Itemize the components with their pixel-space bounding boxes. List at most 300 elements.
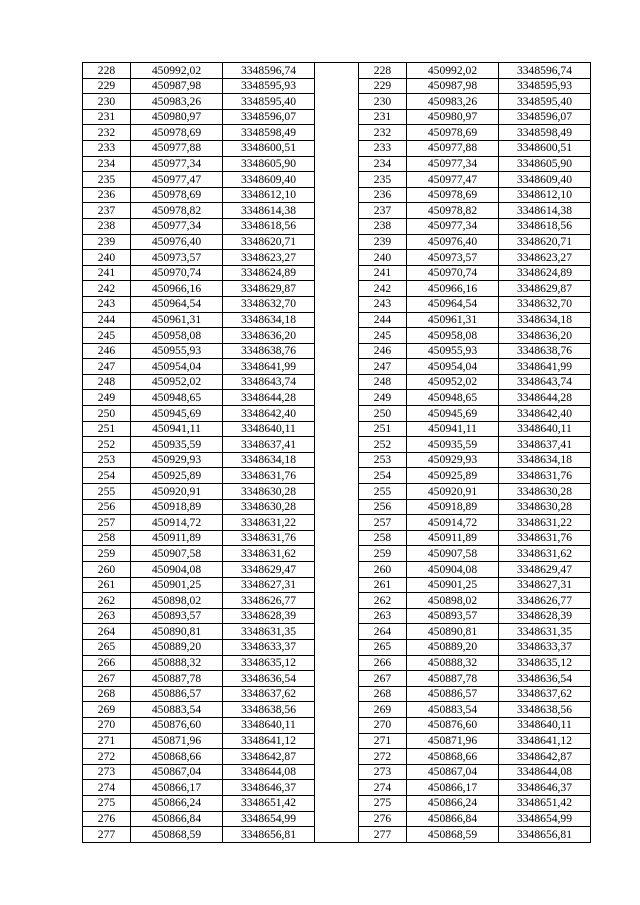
right-y-coordinate-cell: 3348628,39 <box>499 608 591 624</box>
right-y-coordinate-cell: 3348640,11 <box>499 717 591 733</box>
right-x-coordinate-cell: 450952,02 <box>407 374 499 390</box>
column-gap-cell <box>315 515 359 531</box>
right-x-coordinate-cell: 450911,89 <box>407 530 499 546</box>
left-point-number-cell: 231 <box>83 109 131 125</box>
right-x-coordinate-cell: 450954,04 <box>407 359 499 375</box>
right-x-coordinate-cell: 450866,24 <box>407 795 499 811</box>
right-x-coordinate-cell: 450977,47 <box>407 172 499 188</box>
left-point-number-cell: 234 <box>83 156 131 172</box>
left-x-coordinate-cell: 450977,47 <box>131 172 223 188</box>
right-x-coordinate-cell: 450868,66 <box>407 749 499 765</box>
right-x-coordinate-cell: 450890,81 <box>407 624 499 640</box>
column-gap-cell <box>315 530 359 546</box>
column-gap-cell <box>315 468 359 484</box>
column-gap-cell <box>315 717 359 733</box>
right-x-coordinate-cell: 450889,20 <box>407 639 499 655</box>
left-point-number-cell: 259 <box>83 546 131 562</box>
left-x-coordinate-cell: 450888,32 <box>131 655 223 671</box>
left-x-coordinate-cell: 450948,65 <box>131 390 223 406</box>
right-x-coordinate-cell: 450941,11 <box>407 421 499 437</box>
left-x-coordinate-cell: 450958,08 <box>131 328 223 344</box>
right-x-coordinate-cell: 450920,91 <box>407 484 499 500</box>
left-y-coordinate-cell: 3348644,28 <box>223 390 315 406</box>
table-row <box>83 702 591 718</box>
left-x-coordinate-cell: 450941,11 <box>131 421 223 437</box>
table-row <box>83 827 591 843</box>
right-point-number-cell: 238 <box>359 218 407 234</box>
table-row <box>83 452 591 468</box>
table-row <box>83 468 591 484</box>
left-x-coordinate-cell: 450868,59 <box>131 827 223 843</box>
left-y-coordinate-cell: 3348605,90 <box>223 156 315 172</box>
left-x-coordinate-cell: 450886,57 <box>131 686 223 702</box>
left-y-coordinate-cell: 3348614,38 <box>223 203 315 219</box>
left-y-coordinate-cell: 3348635,12 <box>223 655 315 671</box>
right-point-number-cell: 246 <box>359 343 407 359</box>
right-point-number-cell: 252 <box>359 437 407 453</box>
column-gap-cell <box>315 140 359 156</box>
left-point-number-cell: 228 <box>83 63 131 79</box>
left-x-coordinate-cell: 450976,40 <box>131 234 223 250</box>
right-x-coordinate-cell: 450876,60 <box>407 717 499 733</box>
right-x-coordinate-cell: 450948,65 <box>407 390 499 406</box>
right-x-coordinate-cell: 450958,08 <box>407 328 499 344</box>
table-row <box>83 250 591 266</box>
left-x-coordinate-cell: 450918,89 <box>131 499 223 515</box>
right-y-coordinate-cell: 3348636,54 <box>499 671 591 687</box>
left-y-coordinate-cell: 3348626,77 <box>223 593 315 609</box>
table-row <box>83 234 591 250</box>
column-gap-cell <box>315 312 359 328</box>
table-row <box>83 156 591 172</box>
column-gap-cell <box>315 484 359 500</box>
table-row <box>83 686 591 702</box>
right-y-coordinate-cell: 3348626,77 <box>499 593 591 609</box>
right-y-coordinate-cell: 3348641,99 <box>499 359 591 375</box>
left-point-number-cell: 276 <box>83 811 131 827</box>
left-point-number-cell: 261 <box>83 577 131 593</box>
column-gap-cell <box>315 234 359 250</box>
right-x-coordinate-cell: 450977,34 <box>407 218 499 234</box>
left-y-coordinate-cell: 3348641,99 <box>223 359 315 375</box>
right-y-coordinate-cell: 3348631,22 <box>499 515 591 531</box>
left-x-coordinate-cell: 450973,57 <box>131 250 223 266</box>
table-row <box>83 717 591 733</box>
right-point-number-cell: 240 <box>359 250 407 266</box>
left-y-coordinate-cell: 3348638,56 <box>223 702 315 718</box>
right-x-coordinate-cell: 450867,04 <box>407 764 499 780</box>
right-x-coordinate-cell: 450868,59 <box>407 827 499 843</box>
left-point-number-cell: 268 <box>83 686 131 702</box>
left-y-coordinate-cell: 3348638,76 <box>223 343 315 359</box>
column-gap-cell <box>315 764 359 780</box>
right-x-coordinate-cell: 450955,93 <box>407 343 499 359</box>
right-point-number-cell: 263 <box>359 608 407 624</box>
table-row <box>83 593 591 609</box>
table-row <box>83 140 591 156</box>
left-x-coordinate-cell: 450954,04 <box>131 359 223 375</box>
left-x-coordinate-cell: 450945,69 <box>131 406 223 422</box>
left-x-coordinate-cell: 450876,60 <box>131 717 223 733</box>
right-y-coordinate-cell: 3348631,62 <box>499 546 591 562</box>
right-x-coordinate-cell: 450914,72 <box>407 515 499 531</box>
left-y-coordinate-cell: 3348654,99 <box>223 811 315 827</box>
column-gap-cell <box>315 795 359 811</box>
left-point-number-cell: 232 <box>83 125 131 141</box>
left-x-coordinate-cell: 450992,02 <box>131 63 223 79</box>
left-point-number-cell: 273 <box>83 764 131 780</box>
table-row <box>83 421 591 437</box>
left-point-number-cell: 243 <box>83 296 131 312</box>
table-row <box>83 437 591 453</box>
left-point-number-cell: 265 <box>83 639 131 655</box>
table-row <box>83 530 591 546</box>
left-point-number-cell: 253 <box>83 452 131 468</box>
column-gap-cell <box>315 749 359 765</box>
left-point-number-cell: 271 <box>83 733 131 749</box>
left-point-number-cell: 251 <box>83 421 131 437</box>
right-y-coordinate-cell: 3348644,08 <box>499 764 591 780</box>
right-y-coordinate-cell: 3348637,62 <box>499 686 591 702</box>
left-y-coordinate-cell: 3348642,40 <box>223 406 315 422</box>
coordinate-table <box>82 62 591 843</box>
left-y-coordinate-cell: 3348651,42 <box>223 795 315 811</box>
right-point-number-cell: 269 <box>359 702 407 718</box>
left-x-coordinate-cell: 450966,16 <box>131 281 223 297</box>
left-point-number-cell: 250 <box>83 406 131 422</box>
right-y-coordinate-cell: 3348631,35 <box>499 624 591 640</box>
left-point-number-cell: 260 <box>83 562 131 578</box>
right-point-number-cell: 275 <box>359 795 407 811</box>
table-row <box>83 608 591 624</box>
right-point-number-cell: 253 <box>359 452 407 468</box>
column-gap-cell <box>315 218 359 234</box>
left-y-coordinate-cell: 3348631,76 <box>223 468 315 484</box>
right-y-coordinate-cell: 3348635,12 <box>499 655 591 671</box>
left-y-coordinate-cell: 3348629,47 <box>223 562 315 578</box>
right-y-coordinate-cell: 3348654,99 <box>499 811 591 827</box>
right-point-number-cell: 235 <box>359 172 407 188</box>
left-point-number-cell: 229 <box>83 78 131 94</box>
right-point-number-cell: 243 <box>359 296 407 312</box>
right-x-coordinate-cell: 450983,26 <box>407 94 499 110</box>
left-x-coordinate-cell: 450987,98 <box>131 78 223 94</box>
right-y-coordinate-cell: 3348638,76 <box>499 343 591 359</box>
left-point-number-cell: 267 <box>83 671 131 687</box>
right-point-number-cell: 258 <box>359 530 407 546</box>
right-x-coordinate-cell: 450992,02 <box>407 63 499 79</box>
right-x-coordinate-cell: 450866,84 <box>407 811 499 827</box>
left-point-number-cell: 272 <box>83 749 131 765</box>
left-point-number-cell: 236 <box>83 187 131 203</box>
right-x-coordinate-cell: 450978,69 <box>407 125 499 141</box>
table-row <box>83 749 591 765</box>
left-x-coordinate-cell: 450893,57 <box>131 608 223 624</box>
column-gap-cell <box>315 733 359 749</box>
left-x-coordinate-cell: 450978,82 <box>131 203 223 219</box>
right-x-coordinate-cell: 450961,31 <box>407 312 499 328</box>
column-gap-cell <box>315 63 359 79</box>
right-y-coordinate-cell: 3348644,28 <box>499 390 591 406</box>
right-point-number-cell: 241 <box>359 265 407 281</box>
right-point-number-cell: 260 <box>359 562 407 578</box>
left-y-coordinate-cell: 3348642,87 <box>223 749 315 765</box>
right-y-coordinate-cell: 3348614,38 <box>499 203 591 219</box>
left-y-coordinate-cell: 3348630,28 <box>223 499 315 515</box>
right-point-number-cell: 254 <box>359 468 407 484</box>
right-point-number-cell: 267 <box>359 671 407 687</box>
table-row <box>83 639 591 655</box>
right-y-coordinate-cell: 3348605,90 <box>499 156 591 172</box>
right-point-number-cell: 270 <box>359 717 407 733</box>
right-point-number-cell: 230 <box>359 94 407 110</box>
column-gap-cell <box>315 374 359 390</box>
right-x-coordinate-cell: 450893,57 <box>407 608 499 624</box>
left-point-number-cell: 277 <box>83 827 131 843</box>
left-y-coordinate-cell: 3348656,81 <box>223 827 315 843</box>
left-point-number-cell: 269 <box>83 702 131 718</box>
table-row <box>83 546 591 562</box>
column-gap-cell <box>315 546 359 562</box>
left-point-number-cell: 244 <box>83 312 131 328</box>
left-x-coordinate-cell: 450868,66 <box>131 749 223 765</box>
left-y-coordinate-cell: 3348631,62 <box>223 546 315 562</box>
left-y-coordinate-cell: 3348628,39 <box>223 608 315 624</box>
left-y-coordinate-cell: 3348623,27 <box>223 250 315 266</box>
table-row <box>83 733 591 749</box>
left-x-coordinate-cell: 450889,20 <box>131 639 223 655</box>
left-y-coordinate-cell: 3348596,74 <box>223 63 315 79</box>
left-x-coordinate-cell: 450978,69 <box>131 187 223 203</box>
right-x-coordinate-cell: 450918,89 <box>407 499 499 515</box>
right-y-coordinate-cell: 3348609,40 <box>499 172 591 188</box>
column-gap-cell <box>315 452 359 468</box>
right-x-coordinate-cell: 450888,32 <box>407 655 499 671</box>
table-row <box>83 203 591 219</box>
left-y-coordinate-cell: 3348612,10 <box>223 187 315 203</box>
column-gap-cell <box>315 577 359 593</box>
left-point-number-cell: 262 <box>83 593 131 609</box>
right-x-coordinate-cell: 450898,02 <box>407 593 499 609</box>
right-y-coordinate-cell: 3348646,37 <box>499 780 591 796</box>
left-x-coordinate-cell: 450914,72 <box>131 515 223 531</box>
right-point-number-cell: 274 <box>359 780 407 796</box>
table-row <box>83 78 591 94</box>
column-gap-cell <box>315 187 359 203</box>
left-x-coordinate-cell: 450961,31 <box>131 312 223 328</box>
right-point-number-cell: 264 <box>359 624 407 640</box>
column-gap-cell <box>315 343 359 359</box>
right-y-coordinate-cell: 3348600,51 <box>499 140 591 156</box>
table-row <box>83 655 591 671</box>
left-y-coordinate-cell: 3348631,76 <box>223 530 315 546</box>
table-row <box>83 63 591 79</box>
right-x-coordinate-cell: 450977,34 <box>407 156 499 172</box>
left-point-number-cell: 238 <box>83 218 131 234</box>
table-row <box>83 187 591 203</box>
left-y-coordinate-cell: 3348600,51 <box>223 140 315 156</box>
right-point-number-cell: 273 <box>359 764 407 780</box>
right-point-number-cell: 247 <box>359 359 407 375</box>
column-gap-cell <box>315 390 359 406</box>
right-x-coordinate-cell: 450976,40 <box>407 234 499 250</box>
right-point-number-cell: 249 <box>359 390 407 406</box>
left-y-coordinate-cell: 3348632,70 <box>223 296 315 312</box>
column-gap-cell <box>315 671 359 687</box>
right-y-coordinate-cell: 3348632,70 <box>499 296 591 312</box>
left-x-coordinate-cell: 450964,54 <box>131 296 223 312</box>
right-x-coordinate-cell: 450901,25 <box>407 577 499 593</box>
left-x-coordinate-cell: 450904,08 <box>131 562 223 578</box>
right-point-number-cell: 262 <box>359 593 407 609</box>
column-gap-cell <box>315 608 359 624</box>
column-gap-cell <box>315 421 359 437</box>
left-y-coordinate-cell: 3348595,93 <box>223 78 315 94</box>
right-x-coordinate-cell: 450978,82 <box>407 203 499 219</box>
table-row <box>83 780 591 796</box>
right-point-number-cell: 277 <box>359 827 407 843</box>
left-point-number-cell: 249 <box>83 390 131 406</box>
right-point-number-cell: 259 <box>359 546 407 562</box>
left-x-coordinate-cell: 450970,74 <box>131 265 223 281</box>
table-row <box>83 281 591 297</box>
left-x-coordinate-cell: 450977,34 <box>131 156 223 172</box>
right-point-number-cell: 261 <box>359 577 407 593</box>
right-point-number-cell: 271 <box>359 733 407 749</box>
table-row <box>83 328 591 344</box>
left-x-coordinate-cell: 450901,25 <box>131 577 223 593</box>
right-point-number-cell: 272 <box>359 749 407 765</box>
left-y-coordinate-cell: 3348644,08 <box>223 764 315 780</box>
coordinate-table-body <box>83 63 591 843</box>
right-y-coordinate-cell: 3348595,93 <box>499 78 591 94</box>
column-gap-cell <box>315 172 359 188</box>
left-x-coordinate-cell: 450887,78 <box>131 671 223 687</box>
right-x-coordinate-cell: 450987,98 <box>407 78 499 94</box>
left-x-coordinate-cell: 450911,89 <box>131 530 223 546</box>
left-point-number-cell: 237 <box>83 203 131 219</box>
right-y-coordinate-cell: 3348634,18 <box>499 312 591 328</box>
table-row <box>83 343 591 359</box>
left-x-coordinate-cell: 450980,97 <box>131 109 223 125</box>
left-y-coordinate-cell: 3348618,56 <box>223 218 315 234</box>
right-x-coordinate-cell: 450980,97 <box>407 109 499 125</box>
left-y-coordinate-cell: 3348640,11 <box>223 717 315 733</box>
left-y-coordinate-cell: 3348609,40 <box>223 172 315 188</box>
left-y-coordinate-cell: 3348629,87 <box>223 281 315 297</box>
left-y-coordinate-cell: 3348634,18 <box>223 312 315 328</box>
right-point-number-cell: 276 <box>359 811 407 827</box>
right-point-number-cell: 237 <box>359 203 407 219</box>
right-x-coordinate-cell: 450887,78 <box>407 671 499 687</box>
right-x-coordinate-cell: 450970,74 <box>407 265 499 281</box>
left-point-number-cell: 258 <box>83 530 131 546</box>
right-y-coordinate-cell: 3348595,40 <box>499 94 591 110</box>
left-y-coordinate-cell: 3348646,37 <box>223 780 315 796</box>
right-point-number-cell: 268 <box>359 686 407 702</box>
left-x-coordinate-cell: 450977,34 <box>131 218 223 234</box>
right-point-number-cell: 257 <box>359 515 407 531</box>
right-point-number-cell: 248 <box>359 374 407 390</box>
left-point-number-cell: 266 <box>83 655 131 671</box>
left-x-coordinate-cell: 450920,91 <box>131 484 223 500</box>
right-x-coordinate-cell: 450925,89 <box>407 468 499 484</box>
left-y-coordinate-cell: 3348630,28 <box>223 484 315 500</box>
column-gap-cell <box>315 281 359 297</box>
right-y-coordinate-cell: 3348640,11 <box>499 421 591 437</box>
left-x-coordinate-cell: 450925,89 <box>131 468 223 484</box>
table-row <box>83 94 591 110</box>
table-row <box>83 265 591 281</box>
right-y-coordinate-cell: 3348612,10 <box>499 187 591 203</box>
right-x-coordinate-cell: 450866,17 <box>407 780 499 796</box>
right-y-coordinate-cell: 3348596,74 <box>499 63 591 79</box>
column-gap-cell <box>315 203 359 219</box>
left-point-number-cell: 246 <box>83 343 131 359</box>
right-x-coordinate-cell: 450886,57 <box>407 686 499 702</box>
left-point-number-cell: 264 <box>83 624 131 640</box>
right-point-number-cell: 239 <box>359 234 407 250</box>
table-row <box>83 795 591 811</box>
left-point-number-cell: 245 <box>83 328 131 344</box>
left-x-coordinate-cell: 450929,93 <box>131 452 223 468</box>
right-y-coordinate-cell: 3348642,87 <box>499 749 591 765</box>
table-row <box>83 671 591 687</box>
left-x-coordinate-cell: 450871,96 <box>131 733 223 749</box>
right-y-coordinate-cell: 3348618,56 <box>499 218 591 234</box>
left-y-coordinate-cell: 3348596,07 <box>223 109 315 125</box>
left-x-coordinate-cell: 450890,81 <box>131 624 223 640</box>
table-row <box>83 374 591 390</box>
left-x-coordinate-cell: 450978,69 <box>131 125 223 141</box>
right-x-coordinate-cell: 450883,54 <box>407 702 499 718</box>
right-x-coordinate-cell: 450977,88 <box>407 140 499 156</box>
left-point-number-cell: 235 <box>83 172 131 188</box>
column-gap-cell <box>315 265 359 281</box>
right-x-coordinate-cell: 450935,59 <box>407 437 499 453</box>
table-row <box>83 218 591 234</box>
right-x-coordinate-cell: 450964,54 <box>407 296 499 312</box>
column-gap-cell <box>315 499 359 515</box>
left-point-number-cell: 257 <box>83 515 131 531</box>
right-x-coordinate-cell: 450945,69 <box>407 406 499 422</box>
right-x-coordinate-cell: 450966,16 <box>407 281 499 297</box>
right-x-coordinate-cell: 450871,96 <box>407 733 499 749</box>
right-point-number-cell: 265 <box>359 639 407 655</box>
left-y-coordinate-cell: 3348631,22 <box>223 515 315 531</box>
left-x-coordinate-cell: 450983,26 <box>131 94 223 110</box>
left-point-number-cell: 242 <box>83 281 131 297</box>
column-gap-cell <box>315 686 359 702</box>
left-y-coordinate-cell: 3348633,37 <box>223 639 315 655</box>
column-gap-cell <box>315 437 359 453</box>
left-y-coordinate-cell: 3348637,41 <box>223 437 315 453</box>
left-y-coordinate-cell: 3348643,74 <box>223 374 315 390</box>
left-point-number-cell: 239 <box>83 234 131 250</box>
right-y-coordinate-cell: 3348629,47 <box>499 562 591 578</box>
left-y-coordinate-cell: 3348636,20 <box>223 328 315 344</box>
right-point-number-cell: 266 <box>359 655 407 671</box>
right-point-number-cell: 236 <box>359 187 407 203</box>
left-point-number-cell: 248 <box>83 374 131 390</box>
right-point-number-cell: 250 <box>359 406 407 422</box>
right-point-number-cell: 234 <box>359 156 407 172</box>
column-gap-cell <box>315 639 359 655</box>
left-x-coordinate-cell: 450866,17 <box>131 780 223 796</box>
right-y-coordinate-cell: 3348637,41 <box>499 437 591 453</box>
right-y-coordinate-cell: 3348656,81 <box>499 827 591 843</box>
column-gap-cell <box>315 811 359 827</box>
